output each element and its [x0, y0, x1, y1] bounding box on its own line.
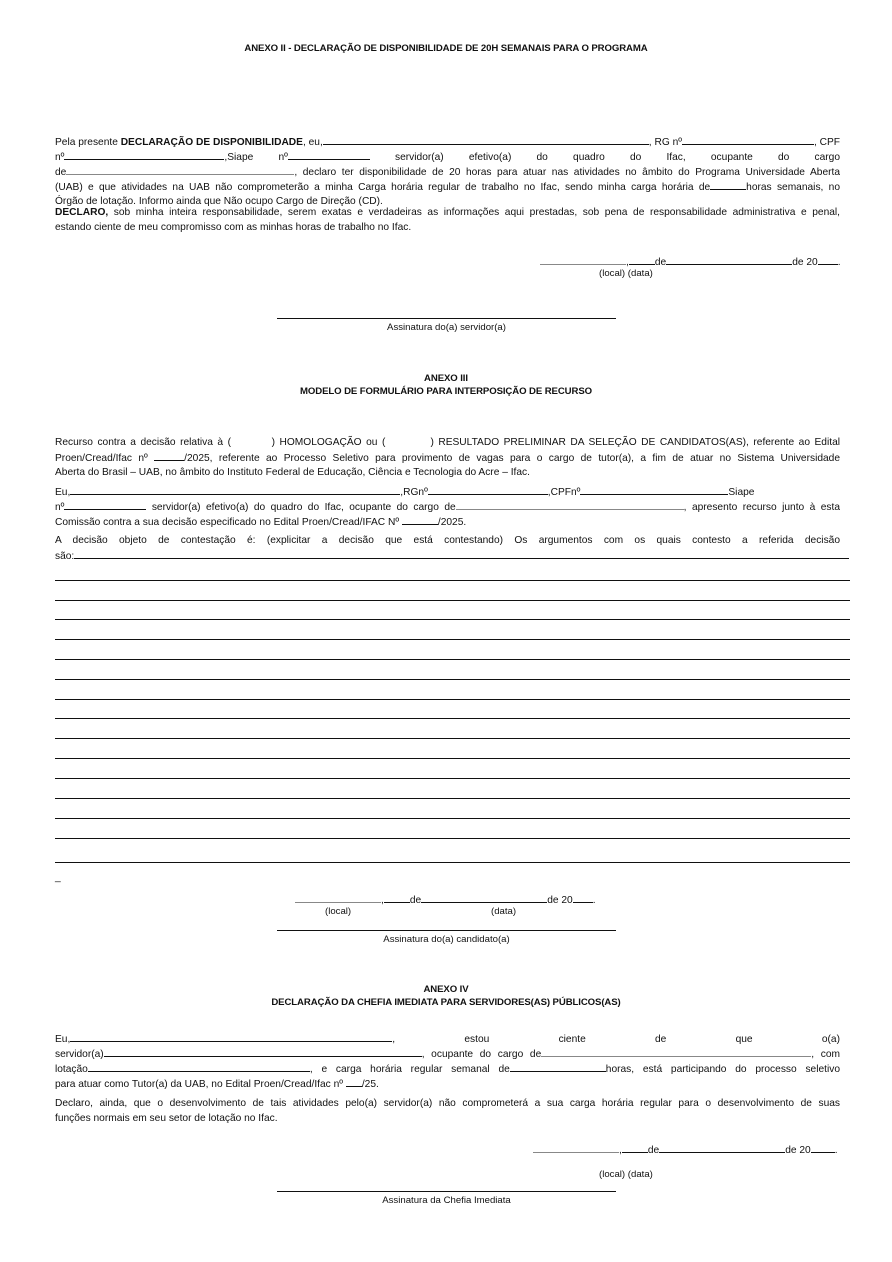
argument-line[interactable]	[55, 639, 850, 640]
paragraph-line: nº ,Siape nº servidor(a) efetivo(a) do quadro do Ifac, ocupante do cargo	[55, 149, 840, 164]
edital-number-field[interactable]	[346, 1076, 362, 1087]
month-field[interactable]	[659, 1142, 785, 1153]
local-field[interactable]	[533, 1142, 619, 1153]
hours-field[interactable]	[710, 179, 746, 190]
annex4-declaro-paragraph	[55, 1096, 840, 1126]
data-caption: (data)	[491, 906, 517, 917]
edital-number-field[interactable]	[402, 514, 438, 525]
annex2-declaration-paragraph	[55, 134, 840, 209]
paragraph-line: DECLARO, sob minha inteira responsabilidade, serem exatas e verdadeiras as informações aqui prestadas, sob pena de responsabilidade administrativa e penal,	[55, 207, 840, 218]
cargo-field[interactable]	[456, 499, 684, 510]
year-field[interactable]	[811, 1142, 835, 1153]
local-field[interactable]	[540, 254, 626, 265]
paragraph-line: funções normais em seu setor de lotação no Ifac.	[55, 1113, 278, 1124]
paragraph-line: (UAB) e que atividades na UAB não comprometerão a minha Carga horária regular de trabalho no Ifac, sendo minha carga horária de horas semanais, no	[55, 179, 840, 194]
paragraph-line: são:	[55, 548, 840, 563]
local-field[interactable]	[295, 892, 381, 903]
signature-caption: Assinatura do(a) candidato(a)	[383, 934, 510, 945]
argument-line[interactable]	[55, 778, 850, 779]
signature-line[interactable]	[277, 930, 616, 931]
signature-caption: Assinatura da Chefia Imediata	[382, 1195, 511, 1206]
date-caption: (local) (data)	[599, 268, 653, 279]
cpf-field[interactable]	[64, 149, 224, 160]
cpf-field[interactable]	[580, 484, 728, 495]
annex2-declaro-paragraph	[55, 205, 840, 235]
argument-line[interactable]	[55, 619, 850, 620]
argument-field[interactable]	[74, 548, 849, 559]
argument-line[interactable]	[55, 798, 850, 799]
annex4-title: ANEXO IV	[423, 984, 469, 995]
cargo-field[interactable]	[66, 164, 294, 175]
name-field[interactable]	[70, 484, 400, 495]
argument-line[interactable]	[55, 679, 850, 680]
argument-line[interactable]	[55, 738, 850, 739]
paragraph-line: Órgão de lotação. Informo ainda que Não ocupo Cargo de Direção (CD).	[55, 196, 383, 207]
paragraph-line: Eu, , estou ciente de que o(a)	[55, 1031, 840, 1046]
annex2-title: ANEXO II - DECLARAÇÃO DE DISPONIBILIDADE DE 20H SEMANAIS PARA O PROGRAMA	[244, 43, 648, 54]
argument-line[interactable]	[55, 580, 850, 581]
annex3-recurso-paragraph	[55, 435, 840, 480]
argument-line[interactable]	[55, 862, 850, 863]
signature-line[interactable]	[277, 1191, 616, 1192]
paragraph-line: Proen/Cread/Ifac nº /2025, referente ao Processo Seletivo para provimento de vagas para o cargo de tutor(a), a fim de atuar no Sistema Universidade	[55, 450, 840, 465]
paragraph-line: lotação , e carga horária regular semanal de horas, está participando do processo seletivo	[55, 1061, 840, 1076]
trailing-dash: _	[55, 872, 61, 883]
day-field[interactable]	[384, 892, 410, 903]
argument-line[interactable]	[55, 659, 850, 660]
argument-line[interactable]	[55, 600, 850, 601]
day-field[interactable]	[629, 254, 655, 265]
signature-line[interactable]	[277, 318, 616, 319]
annex3-identification-paragraph	[55, 484, 840, 529]
hours-field[interactable]	[510, 1061, 606, 1072]
day-field[interactable]	[622, 1142, 648, 1153]
annex4-date-line: , de de 20 .	[533, 1142, 838, 1156]
argument-line[interactable]	[55, 818, 850, 819]
argument-line[interactable]	[55, 758, 850, 759]
annex4-subtitle: DECLARAÇÃO DA CHEFIA IMEDIATA PARA SERVIDORES(AS) PÚBLICOS(AS)	[271, 997, 621, 1008]
paragraph-line: Declaro, ainda, que o desenvolvimento de tais atividades pelo(a) servidor(a) não comprometerá a sua carga horária regular para o desenvolvimento de suas	[55, 1098, 840, 1109]
paragraph-line: servidor(a) , ocupante do cargo de , com	[55, 1046, 840, 1061]
name-field[interactable]	[70, 1031, 392, 1042]
date-caption: (local) (data)	[599, 1169, 653, 1180]
annex2-date-line: , de de 20 .	[540, 254, 841, 268]
year-field[interactable]	[573, 892, 593, 903]
lotacao-field[interactable]	[88, 1061, 310, 1072]
paragraph-line: nº servidor(a) efetivo(a) do quadro do Ifac, ocupante do cargo de , apresento recurso junto à esta	[55, 499, 840, 514]
servidor-field[interactable]	[104, 1046, 422, 1057]
paragraph-line: Recurso contra a decisão relativa à ( ) HOMOLOGAÇÃO ou ( ) RESULTADO PRELIMINAR DA SELEÇÃO DE CANDIDATOS(AS), referente ao Edital	[55, 437, 840, 448]
siape-field[interactable]	[288, 149, 370, 160]
cargo-field[interactable]	[541, 1046, 811, 1057]
paragraph-line: estando ciente de meu compromisso com as minhas horas de trabalho no Ifac.	[55, 222, 412, 233]
paragraph-line: de , declaro ter disponibilidade de 20 horas para atuar nas atividades no âmbito do Programa Universidade Aberta	[55, 164, 840, 179]
paragraph-line: Comissão contra a sua decisão especificado no Edital Proen/Cread/IFAC Nº /2025.	[55, 514, 840, 529]
annex3-contestation-paragraph	[55, 533, 840, 563]
year-field[interactable]	[818, 254, 838, 265]
annex3-subtitle: MODELO DE FORMULÁRIO PARA INTERPOSIÇÃO DE RECURSO	[300, 386, 592, 397]
argument-line[interactable]	[55, 838, 850, 839]
edital-number-field[interactable]	[154, 450, 184, 461]
month-field[interactable]	[421, 892, 547, 903]
signature-caption: Assinatura do(a) servidor(a)	[387, 322, 506, 333]
declaration-bold: DECLARAÇÃO DE DISPONIBILIDADE	[120, 137, 303, 148]
local-caption: (local)	[325, 906, 352, 917]
paragraph-line: Aberta do Brasil – UAB, no âmbito do Instituto Federal de Educação, Ciência e Tecnologia do Acre – Ifac.	[55, 467, 530, 478]
argument-line[interactable]	[55, 699, 850, 700]
siape-field[interactable]	[64, 499, 146, 510]
annex3-date-line: , de de 20 .	[295, 892, 596, 906]
paragraph-line: Eu, ,RGnº ,CPFnº Siape	[55, 484, 840, 499]
name-field[interactable]	[323, 134, 649, 145]
rg-field[interactable]	[428, 484, 548, 495]
paragraph-line: A decisão objeto de contestação é: (explicitar a decisão que está contestando) Os argumentos com os quais contesto a referida decisão	[55, 535, 840, 546]
annex3-title: ANEXO III	[424, 373, 468, 384]
paragraph-line: Pela presente DECLARAÇÃO DE DISPONIBILIDADE, eu, , RG nº , CPF	[55, 134, 840, 149]
month-field[interactable]	[666, 254, 792, 265]
rg-field[interactable]	[682, 134, 814, 145]
paragraph-line: para atuar como Tutor(a) da UAB, no Edital Proen/Cread/Ifac nº /25.	[55, 1076, 840, 1091]
argument-line[interactable]	[55, 718, 850, 719]
annex4-declaration-paragraph	[55, 1031, 840, 1091]
